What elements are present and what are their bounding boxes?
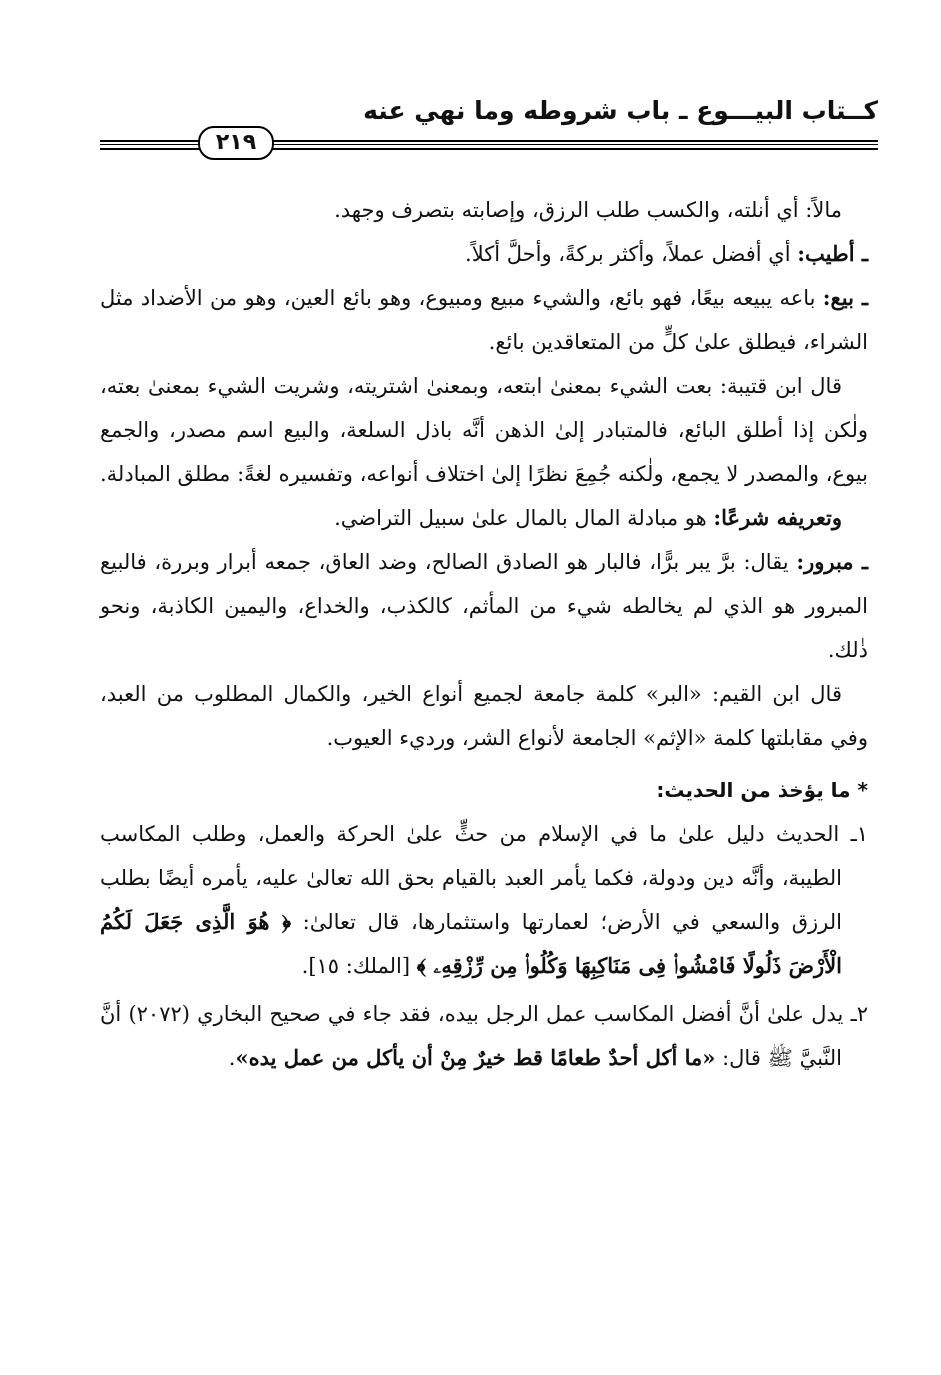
paragraph-ibn-qayyim: قال ابن القيم: «البر» كلمة جامعة لجميع أنواع الخير، والكمال المطلوب من العبد، وفي مقابلتها كلمة «الإثم» الجامعة لأنواع الشر، ورديء العيوب. — [100, 682, 868, 750]
paragraph-tarif — [100, 496, 868, 540]
entry-atyab — [100, 232, 868, 276]
verse-reference: [الملك: ١٥]. — [301, 954, 417, 978]
definition-tarif: هو مبادلة المال بالمال علىٰ سبيل التراضي. — [334, 506, 714, 530]
lesson-item-1 — [100, 812, 868, 988]
lesson-2-end: . — [228, 1046, 236, 1070]
term-bay: ـ بيع: — [822, 285, 868, 310]
section-heading: * ما يؤخذ من الحديث: — [656, 778, 868, 802]
quran-verse: ﴿ هُوَ الَّذِى جَعَلَ لَكُمُ الْأَرْضَ ذَلُولًا فَامْشُوا۟ فِى مَنَاكِبِهَا وَكُلُوا۟ مِن رِّزْقِهِۦ ﴾ — [100, 909, 842, 978]
lesson-2-text: ٢ـ يدل علىٰ أنَّ أفضل المكاسب عمل الرجل بيده، فقد جاء في صحيح البخاري (٢٠٧٢) أنَّ النَّبيَّ ﷺ قال: — [100, 1002, 869, 1070]
term-mabrur: ـ مبرور: — [796, 549, 868, 574]
term-atyab: ـ أطيب: — [797, 241, 868, 266]
page-number: ٢١٩ — [198, 126, 274, 160]
term-tarif: وتعريفه شرعًا: — [713, 505, 842, 530]
hadith-quote: «ما أكل أحدٌ طعامًا قط خيرٌ مِنْ أن يأكل من عمل يده» — [235, 1045, 716, 1070]
definition-atyab: أي أفضل عملاً، وأكثر بركةً، وأحلَّ أكلاً. — [465, 242, 798, 266]
entry-mabrur — [100, 540, 868, 672]
page-header — [100, 96, 878, 166]
paragraph-ibn-qutayba: قال ابن قتيبة: بعت الشيء بمعنىٰ ابتعه، وبمعنىٰ اشتريته، وشريت الشيء بمعنىٰ بعته، ولٰكن إذا أطلق البائع، فالمتبادر إلىٰ الذهن أنَّه باذل السلعة، والبيع اسم مصدر، والجمع بيوع، والمصدر لا يجمع، ولٰكنه جُمِعَ نظرًا إلىٰ اختلاف أنواعه، وتفسيره لغةً: مطلق المبادلة. — [100, 374, 869, 486]
page-body — [100, 188, 868, 1080]
paragraph-malan: مالاً: أي أنلته، والكسب طلب الرزق، وإصابته بتصرف وجهد. — [334, 198, 842, 222]
definition-mabrur: يقال: برَّ يبر برًّا، فالبار هو الصادق الصالح، وضد العاق، جمعه أبرار وبررة، فالبيع المبرور هو الذي لم يخالطه شيء من المأثم، كالكذب، والخداع، واليمين الكاذبة، ونحو ذٰلك. — [100, 550, 868, 662]
definition-bay: باعه يبيعه بيعًا، فهو بائع، والشيء مبيع ومبيوع، وهو بائع العين، وهو من الأضداد مثل الشراء، فيطلق علىٰ كلٍّ من المتعاقدين بائع. — [100, 286, 868, 354]
entry-bay — [100, 276, 868, 364]
running-title: كــتاب البيـــوع ـ باب شروطه وما نهي عنه — [363, 96, 878, 125]
lesson-item-2 — [100, 992, 868, 1080]
lesson-1-text: ١ـ الحديث دليل علىٰ ما في الإسلام من حثٍّ علىٰ الحركة والعمل، وطلب المكاسب الطيبة، وأنَّه دين ودولة، فكما يأمر العبد بالقيام بحق الله تعالىٰ عليه، يأمره أيضًا بطلب الرزق والسعي في الأرض؛ لعمارتها واستثمارها، قال تعالىٰ: — [100, 822, 868, 934]
